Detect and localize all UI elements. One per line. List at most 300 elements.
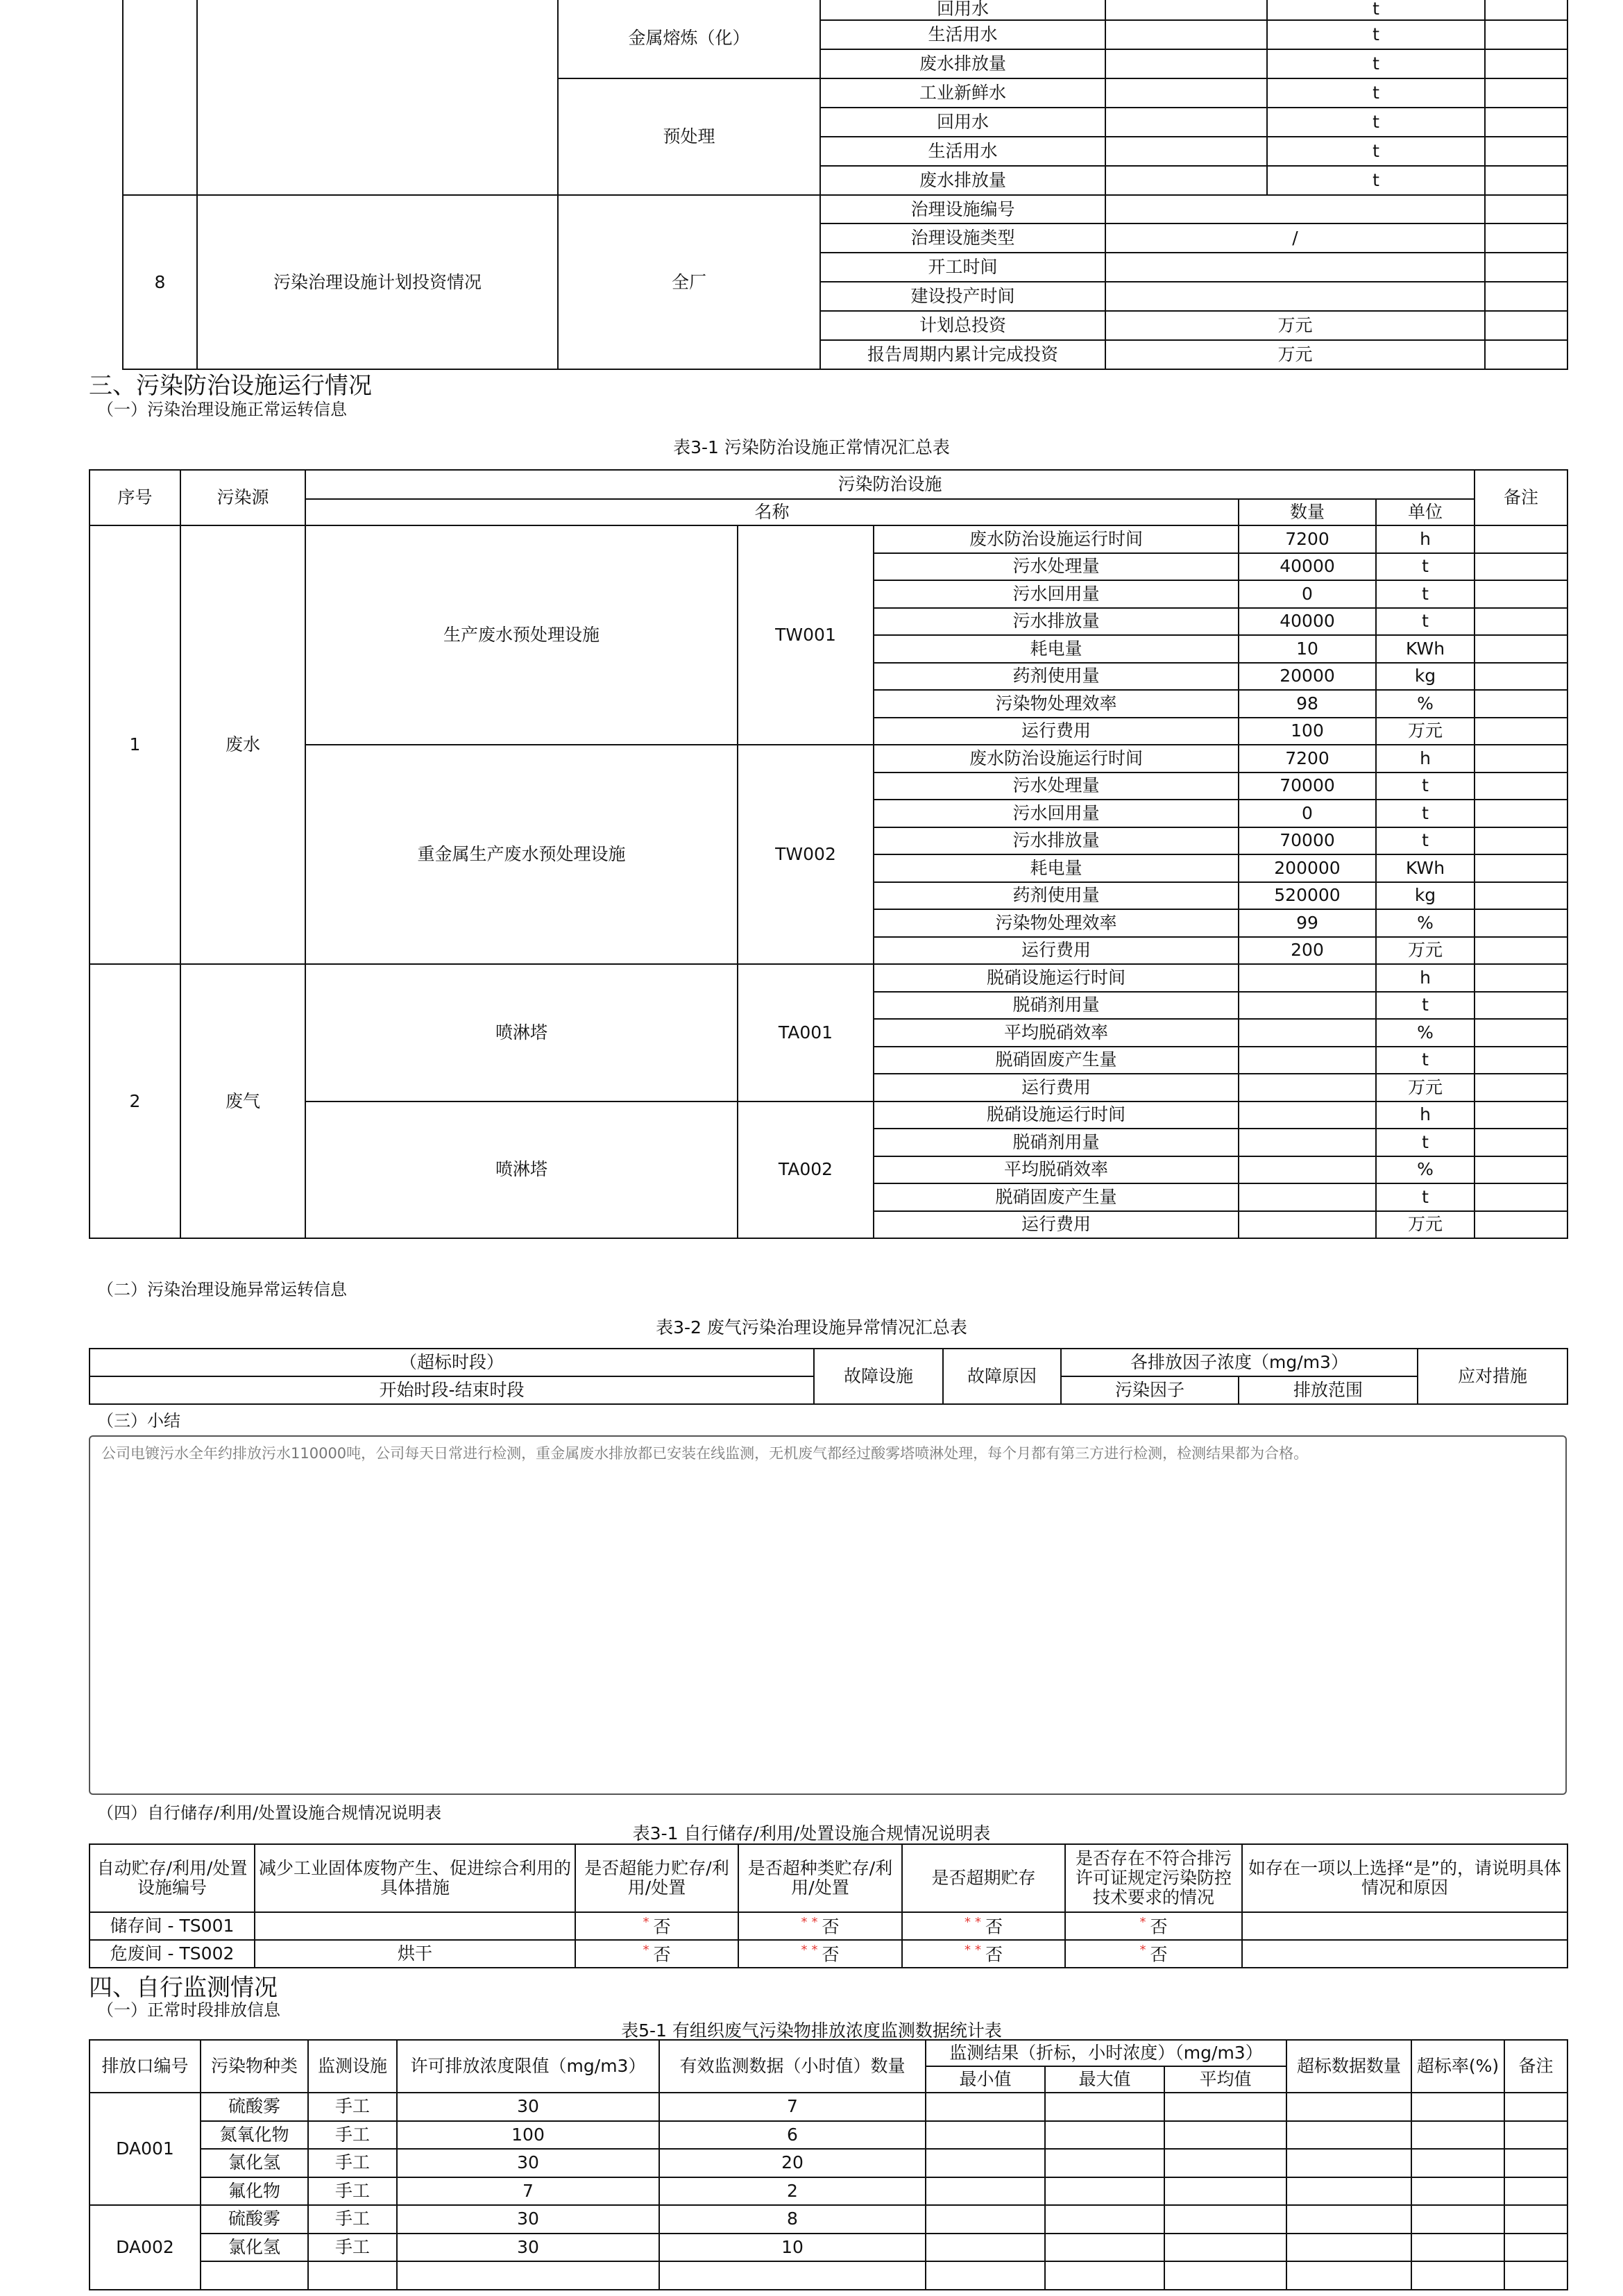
value-cell[interactable] — [397, 2261, 659, 2290]
value-cell[interactable] — [1045, 2121, 1164, 2150]
table-row — [90, 2261, 1567, 2290]
item-cell: 耗电量 — [874, 635, 1239, 663]
item-cell: 废水排放量 — [820, 166, 1105, 195]
remark-cell[interactable] — [1475, 992, 1567, 1020]
explanation-input[interactable] — [1242, 1940, 1567, 1968]
monitor-facility: 手工 — [308, 2234, 397, 2262]
item-cell: 报告周期内累计完成投资 — [820, 340, 1105, 369]
value-cell[interactable] — [1164, 2205, 1286, 2234]
value-cell[interactable] — [1286, 2093, 1411, 2121]
item-cell: 工业新鲜水 — [820, 78, 1105, 108]
section-3-title: 三、污染防治设施运行情况 — [89, 372, 372, 400]
remark-cell[interactable] — [1475, 882, 1567, 910]
value-cell[interactable] — [1411, 2149, 1504, 2177]
unit-cell: t — [1376, 992, 1475, 1020]
value-cell[interactable] — [1164, 2234, 1286, 2262]
quantity-cell[interactable] — [1239, 1019, 1376, 1047]
item-cell: 开工时间 — [820, 253, 1105, 282]
remark-cell[interactable] — [1475, 937, 1567, 965]
value-cell[interactable] — [1504, 2121, 1567, 2150]
yes-no-select[interactable] — [738, 1912, 902, 1940]
value-cell[interactable] — [1045, 2234, 1164, 2262]
process-metal-melting: 金属熔炼（化） — [558, 0, 820, 78]
unit-cell: KWh — [1376, 635, 1475, 663]
value-cell[interactable] — [1164, 2093, 1286, 2121]
item-cell: 污染物处理效率 — [874, 690, 1239, 718]
item-cell: 运行费用 — [874, 1211, 1239, 1239]
value-cell[interactable] — [1286, 2121, 1411, 2150]
item-cell: 平均脱硝效率 — [874, 1019, 1239, 1047]
item-cell: 生活用水 — [820, 137, 1105, 166]
value-cell[interactable] — [1286, 2261, 1411, 2290]
selected-option: 否 — [1150, 1944, 1168, 1965]
table-row — [90, 1101, 1567, 1129]
measure-input[interactable]: 烘干 — [255, 1940, 575, 1968]
unit-cell: t — [1376, 553, 1475, 581]
table-row — [90, 2121, 1567, 2150]
item-cell: 生活用水 — [820, 20, 1105, 49]
monitor-facility: 手工 — [308, 2149, 397, 2177]
header-fault-reason: 故障原因 — [943, 1349, 1061, 1404]
unit-cell: % — [1376, 909, 1475, 937]
section-4-title: 四、自行监测情况 — [89, 1974, 278, 2002]
item-cell: 污水排放量 — [874, 827, 1239, 855]
valid-count: 8 — [659, 2205, 926, 2234]
header-qty: 数量 — [1239, 499, 1376, 525]
value-cell[interactable] — [926, 2234, 1045, 2262]
facility-normal-table — [89, 469, 1568, 1239]
subsection-3-1: （一）污染治理设施正常运转信息 — [97, 400, 347, 419]
item-cell: 药剂使用量 — [874, 882, 1239, 910]
header-max: 最大值 — [1045, 2066, 1164, 2093]
value-cell[interactable] — [926, 2121, 1045, 2150]
unit-cell: t — [1376, 773, 1475, 800]
unit-cell: t — [1376, 608, 1475, 636]
quantity-cell[interactable] — [1239, 1183, 1376, 1211]
required-mark-icon: * — [801, 1914, 808, 1930]
value-cell[interactable] — [1411, 2261, 1504, 2290]
process-pretreatment: 预处理 — [558, 78, 820, 195]
required-mark-icon: * — [964, 1942, 971, 1957]
item-cell: 污水排放量 — [874, 608, 1239, 636]
header-cell: 自动贮存/利用/处置设施编号 — [90, 1844, 255, 1912]
header-concentration: 各排放因子浓度（mg/m3） — [1061, 1349, 1418, 1376]
quantity-cell[interactable]: 520000 — [1239, 882, 1376, 910]
table-3-1-caption: 表3-1 污染防治设施正常情况汇总表 — [673, 437, 950, 457]
explanation-input[interactable] — [1242, 1912, 1567, 1940]
remark-cell[interactable] — [1475, 800, 1567, 827]
facility-name: 生产废水预处理设施 — [305, 525, 738, 745]
required-mark-icon: * — [643, 1942, 649, 1957]
unit-cell: t — [1267, 20, 1485, 49]
required-mark-icon: * — [1139, 1942, 1146, 1957]
remark-cell[interactable] — [1475, 690, 1567, 718]
selected-option: 否 — [653, 1916, 671, 1937]
unit-cell: t — [1376, 580, 1475, 608]
monitor-facility: 手工 — [308, 2205, 397, 2234]
facility-code: TA001 — [738, 964, 874, 1101]
header-period: （超标时段） — [90, 1349, 814, 1376]
yes-no-select[interactable] — [902, 1912, 1065, 1940]
pollutant-kind: 氮氧化物 — [201, 2121, 308, 2150]
quantity-cell[interactable]: 100 — [1239, 718, 1376, 745]
unit-cell: KWh — [1376, 854, 1475, 882]
facility-id: 危废间 - TS002 — [90, 1940, 255, 1968]
subsection-4-1: （一）正常时段排放信息 — [97, 2000, 280, 2020]
unit-cell: t — [1267, 78, 1485, 108]
unit-cell: h — [1376, 525, 1475, 553]
value-cell[interactable] — [926, 2205, 1045, 2234]
header-fault-facility: 故障设施 — [814, 1349, 943, 1404]
value-cell[interactable] — [1504, 2177, 1567, 2206]
table-row — [90, 525, 1567, 553]
valid-count: 10 — [659, 2234, 926, 2262]
quantity-cell[interactable] — [1239, 1211, 1376, 1239]
storage-compliance-table — [89, 1843, 1568, 1968]
quantity-cell[interactable]: 200000 — [1239, 854, 1376, 882]
value-cell[interactable]: 万元 — [1105, 340, 1485, 369]
facility-name: 喷淋塔 — [305, 1101, 738, 1239]
row-number: 8 — [123, 195, 197, 369]
remark-cell[interactable] — [1475, 525, 1567, 553]
quantity-cell[interactable] — [1239, 964, 1376, 992]
item-cell: 污水处理量 — [874, 553, 1239, 581]
value-cell[interactable] — [308, 2261, 397, 2290]
remark-cell[interactable] — [1475, 718, 1567, 745]
unit-cell: kg — [1376, 882, 1475, 910]
value-cell[interactable] — [1504, 2093, 1567, 2121]
item-cell: 治理设施编号 — [820, 195, 1105, 223]
item-cell: 运行费用 — [874, 718, 1239, 745]
required-mark-icon: * — [1139, 1914, 1146, 1930]
quantity-cell[interactable] — [1239, 1101, 1376, 1129]
remark-cell[interactable] — [1475, 1183, 1567, 1211]
required-mark-icon: * — [801, 1942, 808, 1957]
item-cell: 污水回用量 — [874, 580, 1239, 608]
item-cell: 回用水 — [820, 108, 1105, 137]
table-row — [90, 2093, 1567, 2121]
yes-no-select[interactable] — [738, 1940, 902, 1968]
table-row — [90, 2205, 1567, 2234]
header-factor: 污染因子 — [1061, 1376, 1239, 1404]
value-cell[interactable] — [1411, 2205, 1504, 2234]
value-cell[interactable] — [1045, 2149, 1164, 2177]
quantity-cell[interactable] — [1239, 992, 1376, 1020]
quantity-cell[interactable]: 10 — [1239, 635, 1376, 663]
selected-option: 否 — [822, 1944, 840, 1965]
value-cell[interactable] — [926, 2177, 1045, 2206]
header-unit: 单位 — [1376, 499, 1475, 525]
pollutant-kind: 硫酸雾 — [201, 2093, 308, 2121]
unit-cell: t — [1267, 166, 1485, 195]
header-remark: 备注 — [1504, 2040, 1567, 2093]
unit-cell: h — [1376, 745, 1475, 773]
subsection-3-2: （二）污染治理设施异常运转信息 — [97, 1280, 347, 1299]
quantity-cell[interactable] — [1239, 1129, 1376, 1156]
header-cell: 是否超能力贮存/利用/处置 — [575, 1844, 738, 1912]
remark-cell[interactable] — [1475, 553, 1567, 581]
yes-no-select[interactable] — [1065, 1912, 1242, 1940]
unit-cell: h — [1376, 964, 1475, 992]
value-cell[interactable] — [1504, 2205, 1567, 2234]
unit-cell: 万元 — [1376, 937, 1475, 965]
quantity-cell[interactable]: 70000 — [1239, 827, 1376, 855]
item-cell: 脱硝剂用量 — [874, 992, 1239, 1020]
item-cell: 脱硝设施运行时间 — [874, 1101, 1239, 1129]
quantity-cell[interactable] — [1239, 1074, 1376, 1101]
unit-cell: t — [1376, 800, 1475, 827]
quantity-cell[interactable]: 7200 — [1239, 745, 1376, 773]
valid-count: 2 — [659, 2177, 926, 2206]
quantity-cell[interactable]: 70000 — [1239, 773, 1376, 800]
limit-value: 30 — [397, 2149, 659, 2177]
item-cell: 脱硝固废产生量 — [874, 1183, 1239, 1211]
remark-cell[interactable] — [1475, 1101, 1567, 1129]
remark-cell[interactable] — [1475, 663, 1567, 691]
header-avg: 平均值 — [1164, 2066, 1286, 2093]
quantity-cell[interactable]: 20000 — [1239, 663, 1376, 691]
header-remark: 备注 — [1475, 470, 1567, 525]
header-cell: 是否存在不符合排污许可证规定污染防控技术要求的情况 — [1065, 1844, 1242, 1912]
pollutant-kind: 氯化氢 — [201, 2234, 308, 2262]
water-usage-table — [122, 0, 1568, 370]
yes-no-select[interactable] — [575, 1912, 738, 1940]
table-5-1-caption: 表5-1 有组织废气污染物排放浓度监测数据统计表 — [621, 2020, 1002, 2041]
yes-no-select[interactable] — [1065, 1940, 1242, 1968]
selected-option: 否 — [985, 1916, 1003, 1937]
monitor-facility: 手工 — [308, 2093, 397, 2121]
header-cell: 如存在一项以上选择“是”的，请说明具体情况和原因 — [1242, 1844, 1567, 1912]
item-cell: 脱硝剂用量 — [874, 1129, 1239, 1156]
facility-name: 重金属生产废水预处理设施 — [305, 745, 738, 964]
table-3-2-caption: 表3-2 废气污染治理设施异常情况汇总表 — [656, 1317, 967, 1337]
value-cell[interactable] — [1286, 2234, 1411, 2262]
header-source: 污染源 — [180, 470, 305, 525]
selected-option: 否 — [985, 1944, 1003, 1965]
remark-cell[interactable] — [1475, 745, 1567, 773]
value-cell[interactable] — [1045, 2261, 1164, 2290]
item-cell: 废水防治设施运行时间 — [874, 745, 1239, 773]
unit-cell: % — [1376, 1019, 1475, 1047]
remark-cell[interactable] — [1475, 1129, 1567, 1156]
measure-input[interactable] — [255, 1912, 575, 1940]
unit-cell: t — [1376, 1047, 1475, 1074]
value-cell[interactable] — [1105, 195, 1485, 223]
facility-code: TW001 — [738, 525, 874, 745]
value-cell[interactable] — [1504, 2234, 1567, 2262]
item-cell: 脱硝设施运行时间 — [874, 964, 1239, 992]
remark-cell[interactable] — [1475, 635, 1567, 663]
value-cell[interactable] — [1105, 282, 1485, 311]
pollutant-kind: 氟化物 — [201, 2177, 308, 2206]
header-kind: 污染物种类 — [201, 2040, 308, 2093]
selected-option: 否 — [822, 1916, 840, 1937]
remark-cell[interactable] — [1475, 827, 1567, 855]
item-cell: 废水防治设施运行时间 — [874, 525, 1239, 553]
facility-code: TW002 — [738, 745, 874, 964]
quantity-cell[interactable]: 99 — [1239, 909, 1376, 937]
quantity-cell[interactable]: 7200 — [1239, 525, 1376, 553]
investment-title: 污染治理设施计划投资情况 — [197, 195, 558, 369]
item-cell: 回用水 — [820, 0, 1105, 20]
investment-scope: 全厂 — [558, 195, 820, 369]
summary-textarea[interactable]: 公司电镀污水全年约排放污水110000吨，公司每天日常进行检测，重金属废水排放都已安装在线监测，无机废气都经过酸雾塔喷淋处理，每个月都有第三方进行检测，检测结果都为合格。 — [89, 1435, 1567, 1795]
value-cell[interactable] — [659, 2261, 926, 2290]
unit-cell: kg — [1376, 663, 1475, 691]
facility-id: 储存间 - TS001 — [90, 1912, 255, 1940]
value-cell[interactable] — [1286, 2177, 1411, 2206]
valid-count: 20 — [659, 2149, 926, 2177]
subsection-3-4: （四）自行储存/利用/处置设施合规情况说明表 — [97, 1803, 442, 1823]
value-cell[interactable] — [1286, 2149, 1411, 2177]
limit-value: 30 — [397, 2234, 659, 2262]
value-cell[interactable] — [1164, 2121, 1286, 2150]
value-cell[interactable]: 万元 — [1105, 311, 1485, 340]
header-result: 监测结果（折标，小时浓度）（mg/m3） — [926, 2040, 1286, 2066]
quantity-cell[interactable]: 40000 — [1239, 553, 1376, 581]
monitor-facility: 手工 — [308, 2177, 397, 2206]
value-cell[interactable] — [1411, 2121, 1504, 2150]
selected-option: 否 — [653, 1944, 671, 1965]
value-cell[interactable] — [1045, 2177, 1164, 2206]
value-cell[interactable] — [1411, 2177, 1504, 2206]
pollutant-kind: 氯化氢 — [201, 2149, 308, 2177]
outlet-code: DA002 — [90, 2205, 201, 2290]
quantity-cell[interactable] — [1239, 1047, 1376, 1074]
item-cell: 药剂使用量 — [874, 663, 1239, 691]
remark-cell[interactable] — [1475, 1047, 1567, 1074]
group-number: 2 — [90, 964, 180, 1238]
yes-no-select[interactable] — [902, 1940, 1065, 1968]
unit-cell: % — [1376, 690, 1475, 718]
yes-no-select[interactable] — [575, 1940, 738, 1968]
item-cell: 废水排放量 — [820, 49, 1105, 78]
table-row — [90, 1912, 1567, 1940]
required-mark-icon: * — [974, 1942, 981, 1957]
remark-cell[interactable] — [1475, 608, 1567, 636]
table-row — [90, 1940, 1567, 1968]
remark-cell[interactable] — [1475, 773, 1567, 800]
quantity-cell[interactable]: 200 — [1239, 937, 1376, 965]
remark-cell[interactable] — [1475, 1156, 1567, 1184]
value-cell[interactable] — [926, 2261, 1045, 2290]
unit-cell: t — [1267, 49, 1485, 78]
value-cell[interactable] — [1164, 2261, 1286, 2290]
value-cell[interactable] — [1286, 2205, 1411, 2234]
pollutant-kind: 硫酸雾 — [201, 2205, 308, 2234]
monitor-facility: 手工 — [308, 2121, 397, 2150]
header-min: 最小值 — [926, 2066, 1045, 2093]
remark-cell[interactable] — [1475, 1074, 1567, 1101]
header-limit: 许可排放浓度限值（mg/m3） — [397, 2040, 659, 2093]
value-cell[interactable] — [1045, 2093, 1164, 2121]
unit-cell: 万元 — [1376, 1211, 1475, 1239]
header-name: 名称 — [305, 499, 1239, 525]
unit-cell: h — [1376, 1101, 1475, 1129]
subsection-3-3: （三）小结 — [97, 1411, 180, 1430]
header-cell: 减少工业固体废物产生、促进综合利用的具体措施 — [255, 1844, 575, 1912]
selected-option: 否 — [1150, 1916, 1168, 1937]
quantity-cell[interactable]: 40000 — [1239, 608, 1376, 636]
item-cell: 计划总投资 — [820, 311, 1105, 340]
value-cell[interactable] — [1411, 2234, 1504, 2262]
required-mark-icon: * — [964, 1914, 971, 1930]
facility-abnormal-table — [89, 1348, 1568, 1405]
value-cell[interactable] — [1411, 2093, 1504, 2121]
item-cell: 建设投产时间 — [820, 282, 1105, 311]
outlet-code: DA001 — [90, 2093, 201, 2205]
limit-value: 7 — [397, 2177, 659, 2206]
required-mark-icon: * — [811, 1914, 818, 1930]
header-outlet: 排放口编号 — [90, 2040, 201, 2093]
item-cell: 平均脱硝效率 — [874, 1156, 1239, 1184]
item-cell: 治理设施类型 — [820, 223, 1105, 253]
unit-cell: t — [1267, 0, 1485, 20]
value-cell[interactable] — [1164, 2149, 1286, 2177]
quantity-cell[interactable]: 98 — [1239, 690, 1376, 718]
header-scope: 排放范围 — [1239, 1376, 1418, 1404]
group-number: 1 — [90, 525, 180, 964]
value-cell[interactable] — [1045, 2205, 1164, 2234]
pollution-source: 废气 — [180, 964, 305, 1238]
remark-cell[interactable] — [1475, 964, 1567, 992]
item-cell: 污水处理量 — [874, 773, 1239, 800]
unit-cell: t — [1376, 1129, 1475, 1156]
header-facility: 污染防治设施 — [305, 470, 1475, 499]
header-cell: 是否超种类贮存/利用/处置 — [738, 1844, 902, 1912]
value-cell[interactable] — [1105, 253, 1485, 282]
table-row — [90, 964, 1567, 992]
header-over-rate: 超标率(%) — [1411, 2040, 1504, 2093]
required-mark-icon: * — [974, 1914, 981, 1930]
remark-cell[interactable] — [1475, 1211, 1567, 1239]
remark-cell[interactable] — [1475, 854, 1567, 882]
quantity-cell[interactable]: 0 — [1239, 800, 1376, 827]
item-cell: 耗电量 — [874, 854, 1239, 882]
item-cell: 污水回用量 — [874, 800, 1239, 827]
item-cell: 污染物处理效率 — [874, 909, 1239, 937]
table-row — [90, 2177, 1567, 2206]
header-count: 有效监测数据（小时值）数量 — [659, 2040, 926, 2093]
unit-cell: t — [1376, 1183, 1475, 1211]
remark-cell[interactable] — [1475, 1019, 1567, 1047]
header-over-count: 超标数据数量 — [1286, 2040, 1411, 2093]
value-cell[interactable] — [1504, 2149, 1567, 2177]
unit-cell: t — [1267, 108, 1485, 137]
emission-monitoring-table — [89, 2039, 1568, 2290]
valid-count: 6 — [659, 2121, 926, 2150]
value-cell[interactable] — [1164, 2177, 1286, 2206]
required-mark-icon: * — [643, 1914, 649, 1930]
facility-name: 喷淋塔 — [305, 964, 738, 1101]
header-cell: 是否超期贮存 — [902, 1844, 1065, 1912]
value-cell[interactable] — [926, 2093, 1045, 2121]
remark-cell[interactable] — [1475, 580, 1567, 608]
value-cell[interactable] — [926, 2149, 1045, 2177]
limit-value: 30 — [397, 2205, 659, 2234]
value-cell[interactable] — [201, 2261, 308, 2290]
unit-cell: 万元 — [1376, 1074, 1475, 1101]
remark-cell[interactable] — [1475, 909, 1567, 937]
value-cell[interactable]: / — [1105, 223, 1485, 253]
value-cell[interactable] — [1504, 2261, 1567, 2290]
quantity-cell[interactable] — [1239, 1156, 1376, 1184]
header-measure: 应对措施 — [1418, 1349, 1567, 1404]
facility-code: TA002 — [738, 1101, 874, 1239]
table-row — [90, 2149, 1567, 2177]
quantity-cell[interactable]: 0 — [1239, 580, 1376, 608]
table-row — [90, 2234, 1567, 2262]
